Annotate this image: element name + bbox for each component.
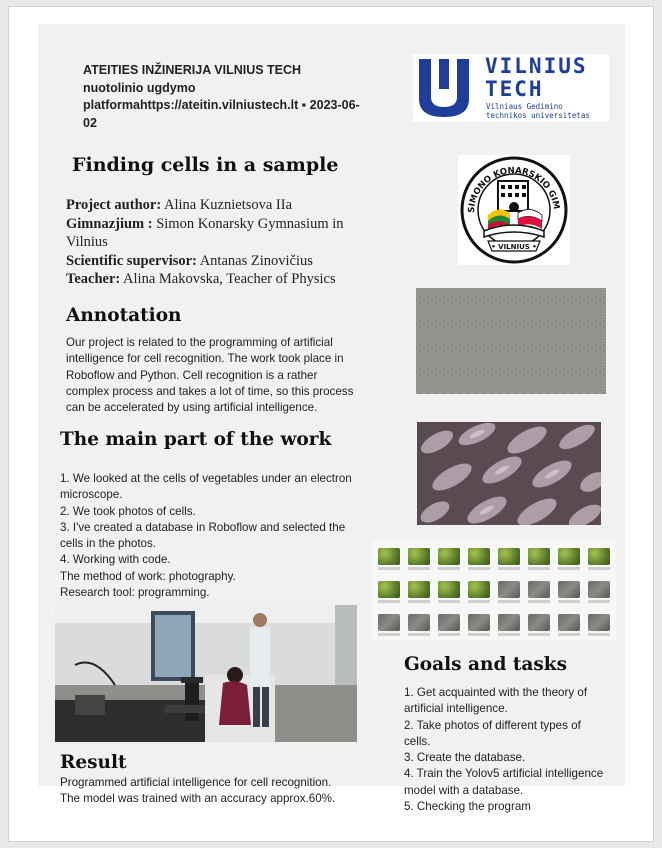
result-text	[60, 775, 390, 808]
school-seal-icon	[458, 155, 570, 265]
school-logo	[458, 155, 570, 265]
supervisor-value: Antanas Zinovičius	[196, 252, 313, 269]
annotation-line: can be accelerated by using artificial intelligence.	[66, 401, 318, 415]
dataset-thumbnail-label	[528, 600, 550, 603]
header-line-4: 02	[83, 115, 97, 130]
microscope-photo-grey	[416, 288, 606, 394]
goals-line: 2. Take photos of different types of	[404, 718, 581, 732]
dataset-thumbnail-label	[438, 633, 460, 636]
dataset-thumbnail-label	[408, 567, 430, 570]
dataset-thumbnail	[528, 581, 550, 598]
dataset-thumbnail	[558, 548, 580, 565]
goals-line: 5. Checking the program	[404, 800, 531, 814]
school-value: Simon Konarsky Gymnasium in	[152, 215, 344, 232]
teacher-value: Alina Makovska, Teacher of Physics	[120, 271, 336, 287]
dataset-thumbnail-label	[528, 633, 550, 636]
dataset-thumbnail	[378, 614, 400, 631]
annotation-line: Roboflow and Python. Cell recognition is a rather	[66, 368, 318, 382]
dataset-thumbnail-label	[468, 567, 490, 570]
result-line: Programmed artificial intelligence for cell recognition.	[60, 776, 332, 789]
dataset-thumbnail	[498, 614, 520, 631]
dataset-thumbnail	[528, 548, 550, 565]
goals-line: 1. Get acquainted with the theory of	[404, 686, 588, 699]
goals-line: cells.	[404, 734, 431, 748]
dataset-thumbnail-label	[588, 600, 610, 603]
main-part-text	[60, 471, 380, 601]
dataset-thumbnail	[588, 581, 610, 598]
dataset-thumbnail	[528, 614, 550, 631]
microscope-photo-cells	[417, 422, 601, 525]
dataset-thumbnail-label	[438, 567, 460, 570]
dataset-thumbnail-label	[378, 633, 400, 636]
dataset-thumbnail	[438, 581, 460, 598]
lab-scene-image	[55, 605, 357, 742]
cell-texture-image	[416, 288, 606, 394]
roboflow-dataset-grid	[372, 540, 616, 640]
author-value: Alina Kuznietsova IIa	[161, 197, 293, 213]
dataset-thumbnail-label	[378, 567, 400, 570]
main-part-line: 2. We took photos of cells.	[60, 504, 196, 518]
main-part-line: 1. We looked at the cells of vegetables under an electron	[60, 472, 352, 485]
goals-line: 3. Create the database.	[404, 751, 526, 765]
dataset-thumbnail	[468, 614, 490, 631]
dataset-thumbnail-label	[558, 567, 580, 570]
annotation-line: intelligence for cell recognition. The work took place in	[66, 352, 344, 366]
main-part-line: Research tool: programming.	[60, 586, 210, 600]
dataset-thumbnail	[498, 581, 520, 598]
dataset-thumbnail-label	[408, 600, 430, 603]
dataset-thumbnail-label	[498, 567, 520, 570]
dataset-thumbnail-label	[498, 600, 520, 603]
main-part-line: microscope.	[60, 488, 123, 502]
dataset-thumbnail	[468, 581, 490, 598]
project-info	[66, 196, 386, 289]
main-part-line: 3. I've created a database in Roboflow and selected the	[60, 520, 346, 534]
elongated-cells-image	[417, 422, 601, 525]
dataset-thumbnail	[468, 548, 490, 565]
school-bottom-text: • VILNIUS •	[491, 243, 537, 251]
dataset-thumbnail-label	[468, 633, 490, 636]
header-line-2: nuotolinio ugdymo	[83, 80, 196, 95]
dataset-thumbnail	[588, 614, 610, 631]
main-part-line: 4. Working with code.	[60, 553, 171, 567]
header-line-1: ATEITIES INŽINERIJA VILNIUS TECH	[83, 63, 302, 77]
dataset-thumbnail	[558, 614, 580, 631]
vt-logo-line-1: VILNIUS	[485, 54, 588, 78]
dataset-thumbnail	[438, 614, 460, 631]
vt-logo-line-2: TECH	[485, 77, 544, 101]
vilnius-tech-emblem-icon	[415, 57, 473, 119]
dataset-thumbnail	[438, 548, 460, 565]
lab-photo	[55, 605, 357, 742]
annotation-line: Our project is related to the programming of artificial	[66, 336, 333, 349]
dataset-thumbnail-label	[468, 600, 490, 603]
dataset-thumbnail-label	[528, 567, 550, 570]
main-part-line: cells in the photos.	[60, 537, 157, 551]
main-part-line: The method of work: photography.	[60, 569, 236, 583]
dataset-thumbnail	[498, 548, 520, 565]
result-heading: Result	[60, 752, 127, 773]
author-label: Project author:	[66, 197, 162, 213]
dataset-thumbnail	[588, 548, 610, 565]
dataset-thumbnail	[408, 614, 430, 631]
annotation-text	[66, 335, 396, 416]
school-value-2: Vilnius	[66, 234, 108, 250]
supervisor-label: Scientific supervisor:	[66, 252, 197, 269]
dataset-thumbnail-label	[438, 600, 460, 603]
teacher-label: Teacher:	[66, 271, 121, 287]
dataset-thumbnail-label	[558, 633, 580, 636]
goals-line: 4. Train the Yolov5 artificial intelligence	[404, 767, 604, 781]
vilnius-tech-logo	[413, 54, 609, 122]
dataset-thumbnail-label	[408, 633, 430, 636]
vt-logo-sub-2: technikos universitetas	[486, 111, 590, 120]
annotation-line: complex process and takes a lot of time, so this process	[66, 384, 354, 398]
dataset-thumbnail	[408, 581, 430, 598]
dataset-thumbnail-label	[588, 567, 610, 570]
main-part-heading: The main part of the work	[60, 429, 332, 450]
header-block	[83, 62, 383, 132]
goals-text	[404, 685, 624, 815]
dataset-thumbnail-label	[498, 633, 520, 636]
dataset-thumbnail-label	[558, 600, 580, 603]
dataset-thumbnail-label	[378, 600, 400, 603]
goals-heading: Goals and tasks	[404, 654, 568, 675]
result-line: The model was trained with an accuracy approx.60%.	[60, 792, 336, 806]
dataset-thumbnail	[558, 581, 580, 598]
goals-line: model with a database.	[404, 783, 524, 797]
dataset-thumbnail	[378, 581, 400, 598]
vt-logo-sub-1: Vilniaus Gedimino	[486, 102, 563, 111]
goals-line: artificial intelligence.	[404, 702, 508, 716]
dataset-thumbnail	[408, 548, 430, 565]
school-ring-text: SIMONO KONARSKIO GIM	[466, 165, 561, 214]
annotation-heading: Annotation	[66, 305, 182, 326]
dataset-thumbnail	[378, 548, 400, 565]
header-line-3: platformahttps://ateitin.vilniustech.lt ▪ 2023-06-	[83, 98, 360, 112]
school-label: Gimnazjium :	[66, 215, 153, 232]
dataset-thumbnail-label	[588, 633, 610, 636]
poster-title: Finding cells in a sample	[72, 154, 339, 176]
